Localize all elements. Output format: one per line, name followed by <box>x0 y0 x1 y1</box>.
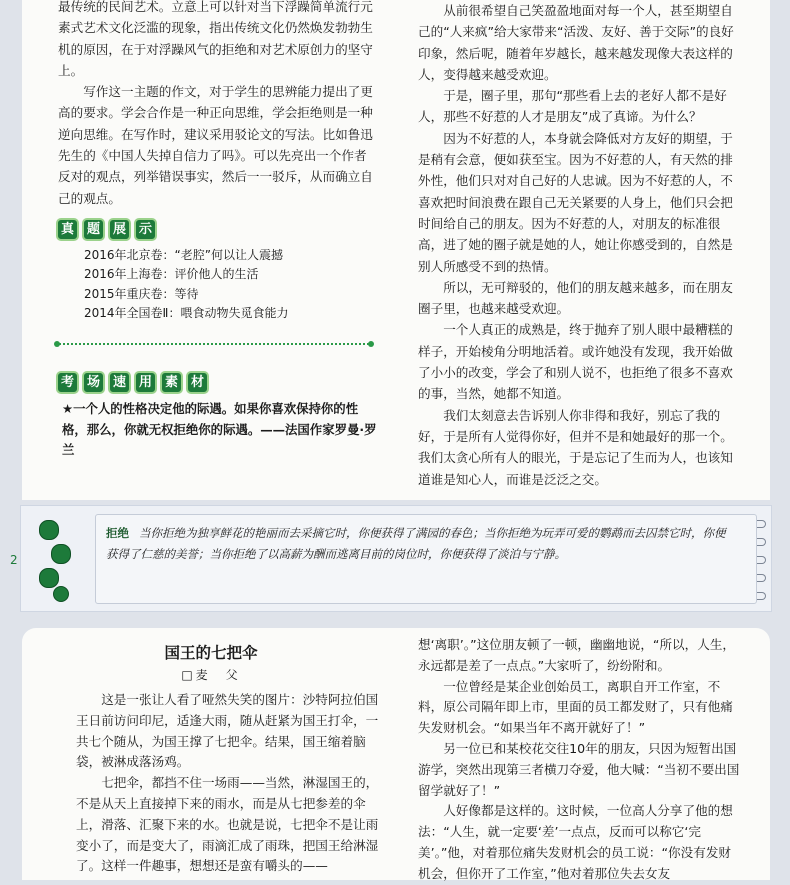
heading-char: 真 <box>56 218 79 241</box>
article-paragraph: 另一位已和某校花交往10年的朋友，只因为短暂出国游学，突然出现第三者横刀夺爱，他大喊：“当初不要出国留学就好了！” <box>418 740 740 798</box>
heading-char: 题 <box>82 218 105 241</box>
rejection-text: 当你拒绝为独享鲜花的艳丽而去采摘它时，你便获得了满园的春色；当你拒绝为玩弄可爱的鹦鹉而去囚禁它时，你便获得了仁慈的美誉；当你拒绝了以高薪为酬而逃离目前的岗位时，你便获得了淡泊与宁静。 <box>106 526 726 561</box>
heading-char: 材 <box>186 371 209 394</box>
essay-text-column <box>418 0 740 490</box>
heading-char: 素 <box>160 371 183 394</box>
decorative-dot-icon <box>53 586 69 602</box>
rejection-note <box>106 523 736 565</box>
heading-char: 场 <box>82 371 105 394</box>
heading-char: 考 <box>56 371 79 394</box>
intro-paragraph-2: 写作这一主题的作文，对于学生的思辨能力提出了更高的要求。学会合作是一种正向思维，学会拒绝则是一种逆向思维。在写作时，建议采用驳论文的写法。比如鲁迅先生的《中国人失掉自信力了吗》。可以先亮出一个作者反对的观点，列举错误事实，然后一一驳斥，从而确立自己的观点。 <box>58 84 373 206</box>
article-title: 国王的七把伞 <box>164 644 258 662</box>
spiral-ring-icon <box>757 592 766 600</box>
decorative-dot-icon <box>51 544 71 564</box>
exam-item: 2014年全国卷Ⅱ：喂食动物失觅食能力 <box>84 306 289 320</box>
exam-item: 2016年上海卷：评价他人的生活 <box>84 267 259 281</box>
article-paragraph: 七把伞，都挡不住一场雨——当然，淋湿国王的，不是从天上直接掉下来的雨水，而是从七把参差的伞上，滑落、汇聚下来的水。也就是说，七把伞不是让雨变小了，而是变大了，雨滴汇成了雨珠，把国王给淋湿了。这样一件趣事，想想还是蛮有嚼头的—— <box>76 775 379 874</box>
section-heading-materials <box>56 371 209 394</box>
essay-paragraph: 一个人真正的成熟是，终于抛弃了别人眼中最糟糕的样子，开始棱角分明地活着。或许她没有发现，我开始做了小小的改变，学会了和别人说不，也拒绝了很多不喜欢的事，当然，她都不知道。 <box>418 322 733 402</box>
essay-paragraph: 所以，无可辩驳的，他们的朋友越来越多，而在朋友圈子里，也越来越受欢迎。 <box>418 279 733 317</box>
rejection-note-box <box>95 514 757 604</box>
quote-text: ★一个人的性格决定他的际遇。如果你喜欢保持你的性格，那么，你就无权拒绝你的际遇。——法国作家罗曼·罗兰 <box>62 401 377 457</box>
article-left-column <box>76 690 388 877</box>
exam-item: 2015年重庆卷：等待 <box>84 287 199 301</box>
spiral-ring-icon <box>757 520 766 528</box>
article-paragraph: 这是一张让人看了哑然失笑的图片：沙特阿拉伯国王日前访问印尼，适逢大雨，随从赶紧为国王打伞，一共七个随从，为国王撑了七把伞。结果，国王缩着脑袋，被淋成落汤鸡。 <box>76 692 379 770</box>
essay-paragraph: 因为不好惹的人，本身就会降低对方友好的期望，于是稍有会意，便如获至宝。因为不好惹的人，有天然的排外性，他们只对对自己好的人忠诚。因为不好惹的人，不喜欢把时间浪费在跟自己无关紧要的人身上，他们只会把时间给自己的朋友。因为不好惹的人，对朋友的标准很高，进了她的圈子就是她的人，她让你感受到的，自然是别人所感受不到的热情。 <box>418 130 733 274</box>
dotted-divider <box>56 343 372 345</box>
decorative-dot-icon <box>39 520 59 540</box>
spiral-ring-icon <box>757 574 766 582</box>
page-number: 2 <box>10 553 18 567</box>
article-right-column <box>418 635 740 885</box>
rejection-band <box>20 505 772 612</box>
article-paragraph: 人好像都是这样的。这时候，一位高人分享了他的想法：“人生，就一定要‘差’一点点，反而可以称它‘完美’。”他，对着那位痛失发财机会的员工说：“你没有发财机会，但你开了工作室，”他对着那位失去女友 <box>418 803 733 881</box>
rejection-label: 拒绝 <box>106 526 129 540</box>
heading-char: 用 <box>134 371 157 394</box>
article-author: □麦 父 <box>181 668 241 682</box>
section-heading-real-exams <box>56 218 157 241</box>
intro-text-column <box>58 0 376 209</box>
essay-paragraph: 于是，圈子里，那句“那些看上去的老好人都不是好人，那些不好惹的人才是朋友”成了真谛。为什么？ <box>418 88 727 125</box>
decorative-dot-icon <box>39 568 59 588</box>
spiral-ring-icon <box>757 538 766 546</box>
exam-item: 2016年北京卷：“老腔”何以让人震撼 <box>84 248 283 262</box>
heading-char: 示 <box>134 218 157 241</box>
essay-paragraph: 我们太刻意去告诉别人你非得和我好，别忘了我的好，于是所有人觉得你好，但并不是和她最好的那一个。我们太贪心所有人的眼光，于是忘记了生而为人，也该知道谁是知心人，而谁是泛泛之交。 <box>418 407 733 487</box>
heading-char: 展 <box>108 218 131 241</box>
heading-char: 速 <box>108 371 131 394</box>
article-paragraph: 想‘离职’。”这位朋友顿了一顿，幽幽地说，“所以，人生，永远都是差了一点点。”大家听了，纷纷附和。 <box>418 637 736 673</box>
intro-paragraph-1: 最传统的民间艺术。立意上可以针对当下浮躁简单流行元素式艺术文化泛滥的现象，指出传统文化仍然焕发勃勃生机的原因，在于对浮躁风气的拒绝和对艺术原创力的坚守上。 <box>58 0 373 78</box>
essay-paragraph: 从前很希望自己笑盈盈地面对每一个人，甚至期望自己的“人来疯”给大家带来“活泼、友好、善于交际”的良好印象，然后呢，随着年岁越长，越来越发现像大表这样的人，变得越来越受欢迎。 <box>418 3 734 82</box>
article-paragraph: 一位曾经是某企业创始员工，离职自开工作室，不料，原公司隔年即上市，里面的员工都发财了，只有他痛失发财机会。“如果当年不离开就好了！” <box>418 678 733 736</box>
spiral-ring-icon <box>757 556 766 564</box>
